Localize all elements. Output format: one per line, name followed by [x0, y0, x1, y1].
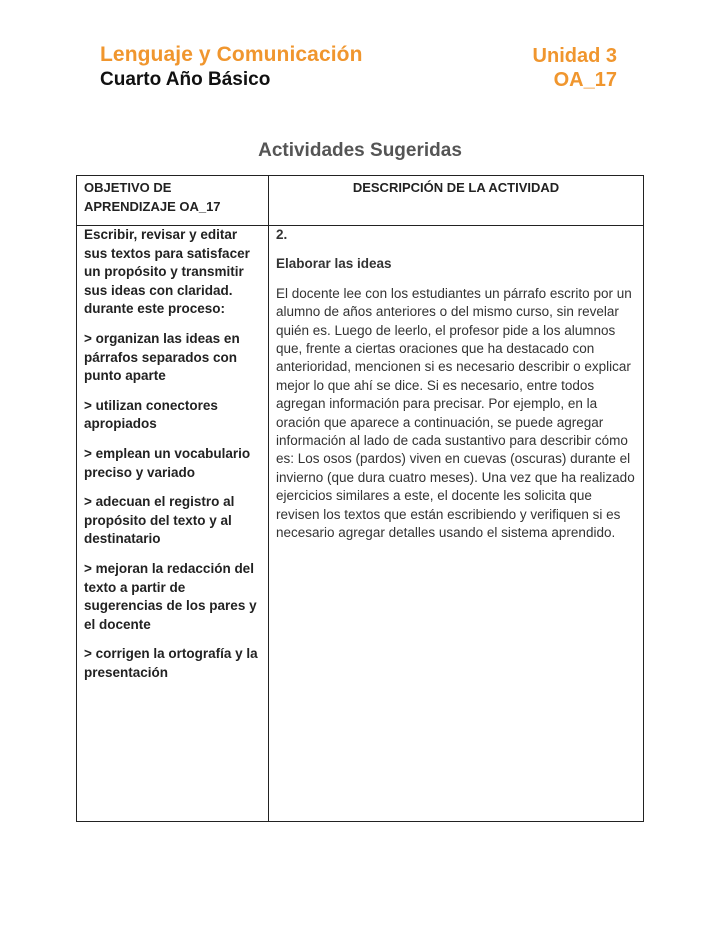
objective-item: > organizan las ideas en párrafos separados con punto aparte — [84, 330, 240, 384]
section-title: Actividades Sugeridas — [258, 140, 462, 161]
objective-item: > adecuan el registro al propósito del texto y al destinatario — [84, 494, 235, 547]
column-divider — [268, 176, 269, 821]
objective-cell — [84, 226, 264, 693]
header-left — [100, 42, 363, 92]
objective-column-header: OBJETIVO DE APRENDIZAJE OA_17 — [84, 180, 221, 214]
activity-title: Elaborar las ideas — [276, 256, 392, 272]
objective-item: > utilizan conectores apropiados — [84, 397, 218, 432]
oa-code: OA_17 — [553, 69, 617, 91]
description-cell — [276, 226, 638, 543]
objective-item: > emplean un vocabulario preciso y variado — [84, 445, 251, 480]
activity-table — [76, 175, 644, 822]
subject-title: Lenguaje y Comunicación — [100, 43, 363, 66]
activity-description: El docente lee con los estudiantes un párrafo escrito por un alumno de años anteriores o del mismo curso, sin revelar quién es. Luego de leerlo, el profesor pide a los alumnos que, frente a ciertas oraciones que ha destacado con anterioridad, mencionen si es necesario describir o explicar mejor lo que ahí se dice. Si es necesario, entre todos agregan información para precisar. Por ejemplo, en la oración que aparece a continuación, se puede agregar información al lado de cada sustantivo para describir cómo es: Los osos (pardos) viven en cuevas (oscuras) durante el invierno (que dura cuatro meses). Una vez que ha realizado ejercicios similares a este, el docente les solicita que revisen los textos que están escribiendo y verifiquen si es necesario agregar detalles usando el sistema aprendido. — [276, 285, 635, 541]
objective-item: > mejoran la redacción del texto a partir de sugerencias de los pares y el docente — [84, 560, 257, 632]
header-right — [533, 44, 617, 92]
grade-level: Cuarto Año Básico — [100, 69, 271, 90]
description-column-header: DESCRIPCIÓN DE LA ACTIVIDAD — [352, 180, 560, 195]
objective-intro: Escribir, revisar y editar sus textos para satisfacer un propósito y transmitir sus ideas con claridad. durante este proceso: — [84, 227, 250, 317]
objective-item: > corrigen la ortografía y la presentación — [84, 646, 258, 680]
unit-label: Unidad 3 — [532, 45, 617, 67]
activity-number: 2. — [276, 227, 288, 242]
